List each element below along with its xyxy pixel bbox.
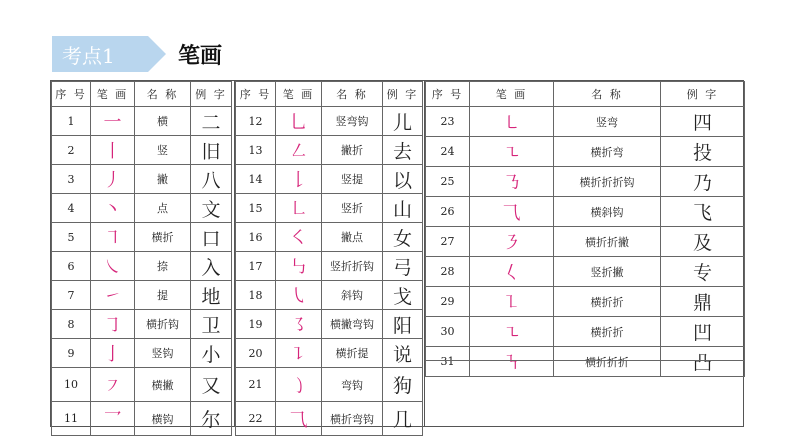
- stroke-name: 点: [135, 194, 191, 223]
- stroke-glyph: ㇂: [276, 281, 322, 310]
- table-row: [52, 252, 232, 281]
- stroke-name: 横折提: [322, 339, 383, 368]
- table-row: [236, 194, 423, 223]
- table-row: [426, 287, 745, 317]
- example-character: 二: [191, 107, 232, 136]
- example-character: 女: [383, 223, 423, 252]
- stroke-glyph: ㇊: [276, 339, 322, 368]
- col-header-example: 例 字: [383, 82, 423, 107]
- stroke-name: 弯钩: [322, 368, 383, 402]
- stroke-number: 27: [426, 227, 470, 257]
- stroke-name: 横折: [135, 223, 191, 252]
- col-header-num: 序 号: [426, 82, 470, 107]
- example-character: 山: [383, 194, 423, 223]
- stroke-glyph: ㇀: [91, 281, 135, 310]
- stroke-glyph: 乛: [91, 402, 135, 436]
- stroke-glyph: ㇋: [470, 227, 554, 257]
- example-character: 儿: [383, 107, 423, 136]
- col-header-name: 名 称: [135, 82, 191, 107]
- stroke-number: 22: [236, 402, 276, 436]
- example-character: 以: [383, 165, 423, 194]
- example-character: 鼎: [661, 287, 745, 317]
- example-character: 弓: [383, 252, 423, 281]
- example-character: 四: [661, 107, 745, 137]
- stroke-name: 斜钩: [322, 281, 383, 310]
- stroke-glyph: 乚: [276, 107, 322, 136]
- stroke-number: 15: [236, 194, 276, 223]
- stroke-number: 21: [236, 368, 276, 402]
- table-row: [236, 310, 423, 339]
- example-character: 戈: [383, 281, 423, 310]
- stroke-glyph: ㇎: [470, 347, 554, 377]
- table-row: [236, 107, 423, 136]
- table-header-row: [426, 82, 745, 107]
- stroke-name: 竖弯: [554, 107, 661, 137]
- stroke-name: 竖折: [322, 194, 383, 223]
- table-row: [236, 136, 423, 165]
- example-character: 口: [191, 223, 232, 252]
- table-row: [52, 194, 232, 223]
- stroke-glyph: ㇕: [91, 223, 135, 252]
- table-row: [236, 223, 423, 252]
- stroke-name: 横折弯: [554, 137, 661, 167]
- stroke-glyph: 丿: [91, 165, 135, 194]
- stroke-name: 撇: [135, 165, 191, 194]
- stroke-number: 6: [52, 252, 91, 281]
- stroke-name: 竖提: [322, 165, 383, 194]
- stroke-glyph: ㇗: [276, 194, 322, 223]
- example-character: 说: [383, 339, 423, 368]
- stroke-number: 13: [236, 136, 276, 165]
- table-row: [236, 165, 423, 194]
- stroke-number: 5: [52, 223, 91, 252]
- stroke-glyph: ㇆: [91, 310, 135, 339]
- stroke-glyph: ㇍: [470, 317, 554, 347]
- stroke-glyph: ㇏: [91, 252, 135, 281]
- stroke-number: 11: [52, 402, 91, 436]
- stroke-glyph: ㇜: [276, 136, 322, 165]
- stroke-glyph: ㇄: [470, 107, 554, 137]
- stroke-name: 撇点: [322, 223, 383, 252]
- table-row: [236, 368, 423, 402]
- stroke-name: 横折折: [554, 287, 661, 317]
- stroke-name: 竖弯钩: [322, 107, 383, 136]
- table-row: [426, 197, 745, 227]
- stroke-number: 10: [52, 368, 91, 402]
- example-character: 八: [191, 165, 232, 194]
- stroke-glyph: 𡿨: [470, 257, 554, 287]
- section-header: [52, 34, 222, 74]
- example-character: 投: [661, 137, 745, 167]
- stroke-number: 31: [426, 347, 470, 377]
- col-header-num: 序 号: [236, 82, 276, 107]
- page-title: 笔画: [178, 43, 223, 69]
- stroke-name: 提: [135, 281, 191, 310]
- table-row: [236, 281, 423, 310]
- example-character: 阳: [383, 310, 423, 339]
- stroke-name: 横: [135, 107, 191, 136]
- example-character: 及: [661, 227, 745, 257]
- stroke-glyph: 丶: [91, 194, 135, 223]
- stroke-number: 4: [52, 194, 91, 223]
- table-row: [426, 167, 745, 197]
- example-character: 卫: [191, 310, 232, 339]
- col-header-name: 名 称: [322, 82, 383, 107]
- stroke-number: 8: [52, 310, 91, 339]
- table-header-row: [236, 82, 423, 107]
- stroke-number: 28: [426, 257, 470, 287]
- stroke-number: 3: [52, 165, 91, 194]
- table-row: [426, 107, 745, 137]
- table-row: [236, 252, 423, 281]
- stroke-name: 竖折折钩: [322, 252, 383, 281]
- stroke-glyph: 一: [91, 107, 135, 136]
- col-header-stroke: 笔 画: [470, 82, 554, 107]
- stroke-glyph: 亅: [91, 339, 135, 368]
- stroke-glyph: ㇍: [470, 137, 554, 167]
- stroke-number: 2: [52, 136, 91, 165]
- stroke-number: 17: [236, 252, 276, 281]
- stroke-number: 20: [236, 339, 276, 368]
- stroke-name: 捺: [135, 252, 191, 281]
- col-header-name: 名 称: [554, 82, 661, 107]
- col-header-stroke: 笔 画: [91, 82, 135, 107]
- stroke-name: 横钩: [135, 402, 191, 436]
- stroke-glyph: ㇅: [470, 287, 554, 317]
- stroke-glyph: ㇛: [276, 223, 322, 252]
- stroke-number: 29: [426, 287, 470, 317]
- table-row: [236, 402, 423, 436]
- example-character: 旧: [191, 136, 232, 165]
- stroke-number: 7: [52, 281, 91, 310]
- example-character: 狗: [383, 368, 423, 402]
- table-row: [52, 107, 232, 136]
- table-row: [52, 310, 232, 339]
- stroke-name: 横斜钩: [554, 197, 661, 227]
- stroke-glyph: ㇉: [276, 252, 322, 281]
- stroke-name: 横折折折: [554, 347, 661, 377]
- example-character: 地: [191, 281, 232, 310]
- stroke-glyph: ㇁: [276, 368, 322, 402]
- stroke-name: 竖折撇: [554, 257, 661, 287]
- stroke-name: 横撇弯钩: [322, 310, 383, 339]
- stroke-name: 横折钩: [135, 310, 191, 339]
- stroke-glyph: ㇡: [470, 167, 554, 197]
- stroke-glyph: ⺄: [276, 402, 322, 436]
- example-character: 去: [383, 136, 423, 165]
- strokes-table-3: [424, 81, 744, 426]
- example-character: 专: [661, 257, 745, 287]
- example-character: 飞: [661, 197, 745, 227]
- stroke-number: 9: [52, 339, 91, 368]
- stroke-name: 竖: [135, 136, 191, 165]
- example-character: 小: [191, 339, 232, 368]
- stroke-number: 19: [236, 310, 276, 339]
- example-character: 文: [191, 194, 232, 223]
- stroke-number: 18: [236, 281, 276, 310]
- stroke-glyph: 𠄌: [276, 165, 322, 194]
- table-row: [52, 223, 232, 252]
- stroke-number: 26: [426, 197, 470, 227]
- table-row: [426, 257, 745, 287]
- strokes-table-2: [234, 81, 422, 431]
- stroke-name: 撇折: [322, 136, 383, 165]
- example-character: 又: [191, 368, 232, 402]
- table-row: [426, 317, 745, 347]
- table-row: [52, 402, 232, 436]
- col-header-example: 例 字: [191, 82, 232, 107]
- stroke-glyph: ㇇: [91, 368, 135, 402]
- stroke-name: 横折折折钩: [554, 167, 661, 197]
- table-row: [236, 339, 423, 368]
- example-character: 几: [383, 402, 423, 436]
- table-row: [52, 281, 232, 310]
- table-header-row: [52, 82, 232, 107]
- stroke-number: 16: [236, 223, 276, 252]
- strokes-table-1: [51, 81, 231, 431]
- stroke-glyph: ⺄: [470, 197, 554, 227]
- stroke-glyph: 丨: [91, 136, 135, 165]
- stroke-name: 横撇: [135, 368, 191, 402]
- stroke-number: 24: [426, 137, 470, 167]
- col-header-stroke: 笔 画: [276, 82, 322, 107]
- col-header-example: 例 字: [661, 82, 745, 107]
- stroke-number: 14: [236, 165, 276, 194]
- example-character: 凹: [661, 317, 745, 347]
- table-row: [52, 136, 232, 165]
- stroke-glyph: ㇌: [276, 310, 322, 339]
- table-row: [52, 339, 232, 368]
- table-row: [52, 368, 232, 402]
- stroke-name: 横折折撇: [554, 227, 661, 257]
- stroke-number: 30: [426, 317, 470, 347]
- stroke-number: 1: [52, 107, 91, 136]
- example-character: 尔: [191, 402, 232, 436]
- example-character: 凸: [661, 347, 745, 377]
- stroke-number: 23: [426, 107, 470, 137]
- strokes-board: [50, 80, 744, 431]
- topic-tag: 考点1: [52, 36, 148, 72]
- stroke-number: 12: [236, 107, 276, 136]
- empty-area: [425, 360, 744, 426]
- stroke-number: 25: [426, 167, 470, 197]
- stroke-name: 横折弯钩: [322, 402, 383, 436]
- stroke-name: 竖钩: [135, 339, 191, 368]
- table-row: [426, 137, 745, 167]
- col-header-num: 序 号: [52, 82, 91, 107]
- example-character: 入: [191, 252, 232, 281]
- table-row: [426, 227, 745, 257]
- table-row: [52, 165, 232, 194]
- stroke-name: 横折折: [554, 317, 661, 347]
- example-character: 乃: [661, 167, 745, 197]
